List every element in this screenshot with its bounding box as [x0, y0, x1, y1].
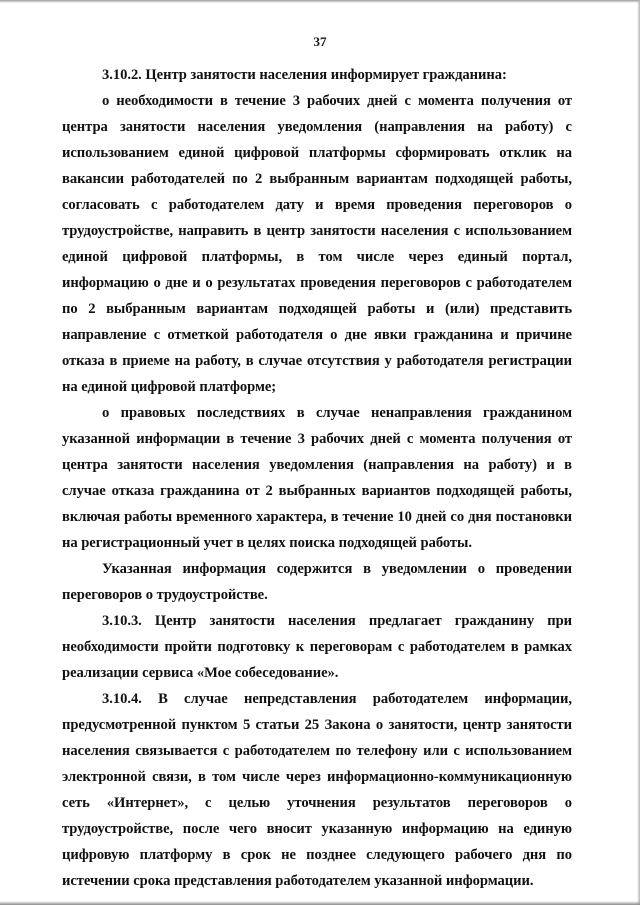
paragraph-3-10-3: 3.10.3. Центр занятости населения предлагает гражданину при необходимости пройти подготовку к переговорам с работодателем в рамках реализации сервиса «Мое собеседование». [62, 613, 572, 681]
document-body [62, 62, 572, 894]
scan-edge-top [0, 0, 640, 3]
scan-edge-bottom [0, 901, 640, 905]
paragraph-legal-consequences: о правовых последствиях в случае ненаправления гражданином указанной информации в течение 3 рабочих дней с момента получения от центра занятости населения уведомления (направления на работу) и в случае отказа гражданина от 2 выбранных вариантов подходящей работы, включая работы временного характера, в течение 10 дней со дня постановки на регистрационный учет в целях поиска подходящей работы. [62, 405, 572, 551]
paragraph-necessity-notice: о необходимости в течение 3 рабочих дней с момента получения от центра занятости населения уведомления (направления на работу) с использованием единой цифровой платформы сформировать отклик на вакансии работодателей по 2 выбранным вариантам подходящей работы, согласовать с работодателем дату и время проведения переговоров о трудоустройстве, направить в центр занятости населения с использованием единой цифровой платформы, в том числе через единый портал, информацию о дне и о результатах проведения переговоров с работодателем по 2 выбранным вариантам подходящей работы и (или) представить направление с отметкой работодателя о дне явки гражданина и причине отказа в приеме на работу, в случае отсутствия у работодателя регистрации на единой цифровой платформе; [62, 93, 572, 395]
paragraph-3-10-2-heading: 3.10.2. Центр занятости населения информирует гражданина: [102, 67, 507, 83]
paragraph-notification-content: Указанная информация содержится в уведомлении о проведении переговоров о трудоустройстве. [62, 561, 572, 603]
paragraph-3-10-4: 3.10.4. В случае непредставления работодателем информации, предусмотренной пунктом 5 статьи 25 Закона о занятости, центр занятости населения связывается с работодателем по телефону или с использованием электронной связи, в том числе через информационно-коммуникационную сеть «Интернет», с целью уточнения результатов переговоров о трудоустройстве, после чего вносит указанную информацию на единую цифровую платформу в срок не позднее следующего рабочего дня по истечении срока представления работодателем указанной информации. [62, 691, 572, 889]
page-number: 37 [313, 34, 327, 49]
